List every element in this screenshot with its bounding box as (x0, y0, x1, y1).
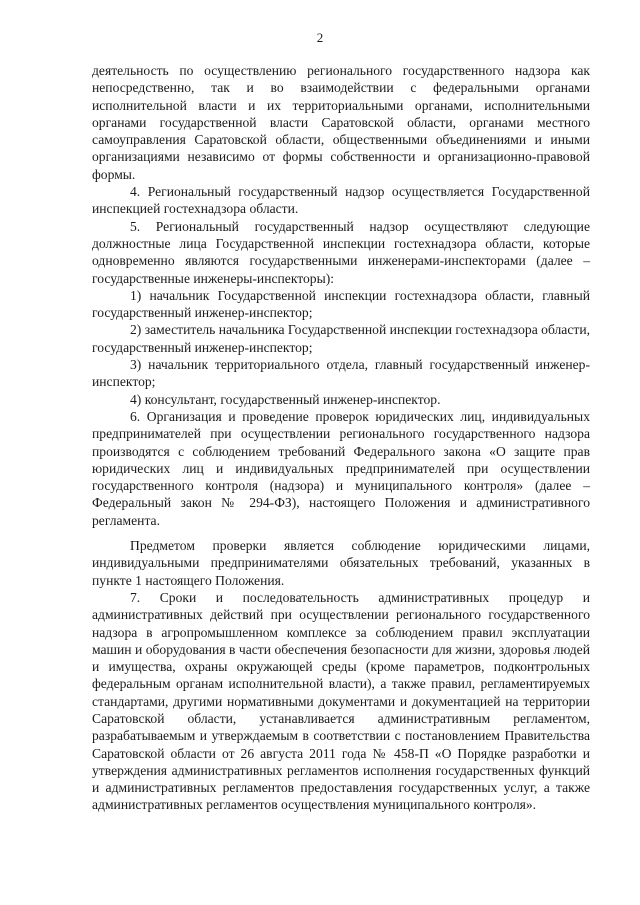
page-number: 2 (316, 30, 324, 45)
list-item-2: 2) заместитель начальника Государственной инспекции гостехнадзора области, государственный инженер-инспектор; (92, 322, 590, 355)
list-item-1: 1) начальник Государственной инспекции гостехнадзора области, главный государственный инженер-инспектор; (92, 287, 590, 321)
paragraph-item-7: 7. Сроки и последовательность административных процедур и административных действий при осуществлении регионального государственного надзора в агропромышленном комплексе за соблюдением правил эксплуатации машин и оборудования в части обеспечения безопасности для жизни, здоровья людей и имущества, охраны окружающей среды (кроме параметров, подконтрольных федеральным органам исполнительной власти), а также правил, регламентируемых стандартами, другими нормативными документами и документацией на территории Саратовской области, устанавливается административным регламентом, разрабатываемым и утверждаемым в соответствии с постановлением Правительства Саратовской области от 26 августа 2011 года № 458-П «О Порядке разработки и утверждения административных регламентов исполнения государственных функций и административных регламентов предоставления государственных услуг, а также административных регламентов осуществления муниципального контроля». (92, 589, 590, 813)
paragraph-subject-of-inspection: Предметом проверки является соблюдение юридическими лицами, индивидуальными предпринимателями обязательных требований, указанных в пункте 1 настоящего Положения. (92, 538, 590, 588)
list-item-3: 3) начальник территориального отдела, главный государственный инженер-инспектор; (92, 357, 590, 390)
paragraph-item-6: 6. Организация и проведение проверок юридических лиц, индивидуальных предпринимателей при осуществлении регионального государственного надзора производятся с соблюдением требований Федерального закона «О защите прав юридических лиц и индивидуальных предпринимателей при осуществлении государственного контроля (надзора) и муниципального контроля» (далее – Федеральный закон № 294-ФЗ), настоящего Положения и административного регламента. (92, 408, 590, 528)
paragraph-continuation: деятельность по осуществлению регионального государственного надзора как непосредственно, так и во взаимодействии с федеральными органами исполнительной власти и их территориальными органами, исполнительными органами государственной власти Саратовской области, органами местного самоуправления Саратовской области, общественными объединениями и иными организациями независимо от формы собственности и организационно-правовой формы. (92, 63, 590, 182)
list-item-4: 4) консультант, государственный инженер-инспектор. (130, 391, 441, 407)
document-body (92, 62, 590, 814)
paragraph-item-5: 5. Региональный государственный надзор осуществляют следующие должностные лица Государственной инспекции гостехнадзора области, которые одновременно являются государственными инженерами-инспекторами (далее – государственные инженеры-инспекторы): (92, 218, 590, 286)
paragraph-item-4: 4. Региональный государственный надзор осуществляется Государственной инспекцией гостехнадзора области. (92, 184, 590, 217)
